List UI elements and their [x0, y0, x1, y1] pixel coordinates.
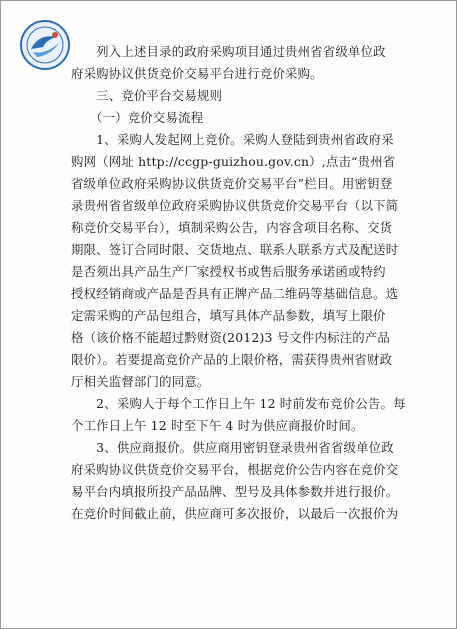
text-line: 个工作日上午 12 时至下午 4 时为供应商报价时间。 [71, 418, 364, 433]
text-line: 限价）。若要提高竞价产品的上限价格，需获得贵州省财政 [71, 352, 393, 367]
text-line: 购网（网址 http://ccgp-guizhou.gov.cn）,点击“贵州省 [71, 154, 396, 169]
text-line: 期限、签订合同时限、交货地点、联系人联系方式及配送时 [71, 242, 399, 257]
text-line: 在竞价时间截止前，供应商可多次报价，以最后一次报价为 [71, 506, 399, 521]
text-line: 定需采购的产品包组合，填写具体产品参数，填写上限价 [71, 308, 386, 323]
text-line: 是否须出具产品生产厂家授权书或售后服务承诺函或特约 [71, 264, 386, 279]
text-line: 2、采购人于每个工作日上午 12 时前发布竞价公告。每 [71, 396, 406, 411]
text-line: 授权经销商或产品是否具有正牌产品二维码等基础信息。选 [71, 286, 399, 301]
subsection-heading [71, 107, 413, 129]
paragraph-step-2 [71, 393, 413, 437]
text-line: 3、供应商报价。供应商用密钥登录贵州省省级单位政 [71, 440, 394, 455]
text-line: 1、采购人发起网上竞价。采购人登陆到贵州省政府采 [71, 132, 394, 147]
subsection-1-heading: （一）竞价交易流程 [71, 110, 204, 125]
paragraph-step-1 [71, 129, 413, 393]
seal-logo-icon [19, 19, 71, 71]
text-line: 格（该价格不能超过黔财资(2012)3 号文件内标注的产品 [71, 330, 391, 345]
section-heading [71, 85, 413, 107]
text-line: 称竞价交易平台），填制采购公告，内容含项目名称、交货 [71, 220, 393, 235]
text-line: 府采购协议供货竞价交易平台进行竞价采购。 [71, 66, 323, 81]
document-body [71, 41, 413, 525]
text-line: 易平台内填报所投产品品牌、型号及具体参数并进行报价。 [71, 484, 399, 499]
text-line: 厅相关监督部门的同意。 [71, 374, 210, 389]
section-3-heading: 三、竞价平台交易规则 [71, 88, 223, 103]
paragraph-intro [71, 41, 413, 85]
text-line: 省级单位政府采购协议供货竞价交易平台”栏目。用密钥登 [71, 176, 393, 191]
paragraph-step-3 [71, 437, 413, 525]
text-line: 府采购协议供货竞价交易平台，根据竞价公告内容在竞价交 [71, 462, 399, 477]
text-line: 列入上述目录的政府采购项目通过贵州省省级单位政 [71, 44, 386, 59]
text-line: 录贵州省省级单位政府采购协议供货竞价交易平台（以下简 [71, 198, 399, 213]
